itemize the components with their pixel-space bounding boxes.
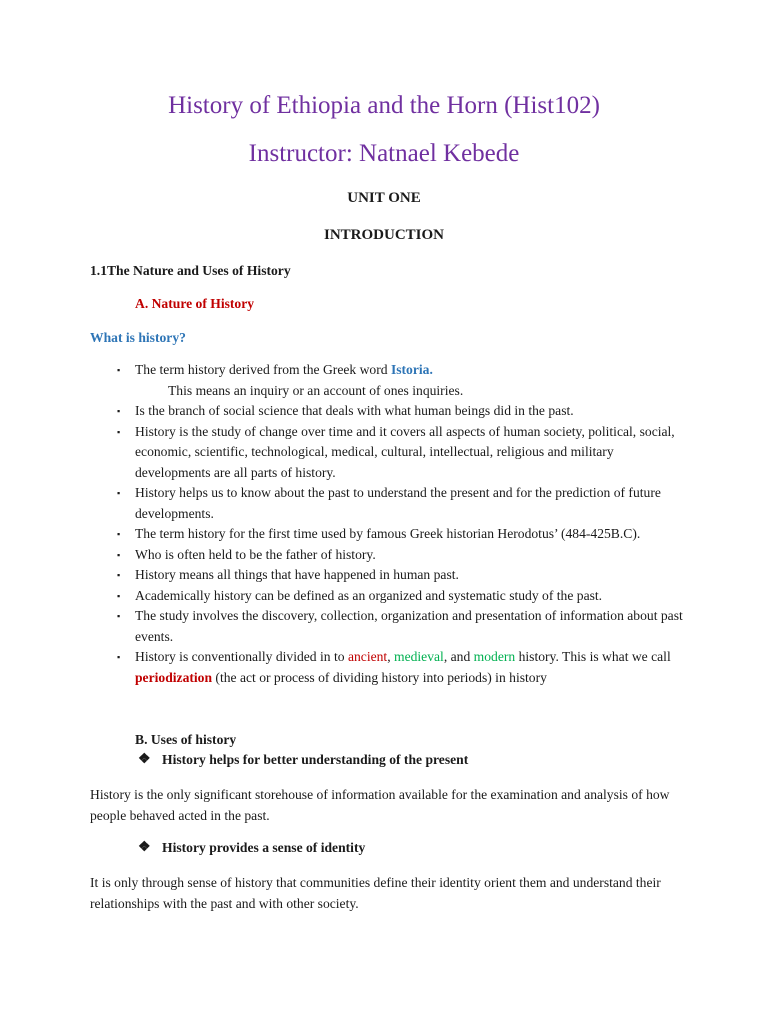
- section-1-1-heading: 1.1The Nature and Uses of History: [90, 263, 291, 278]
- modern-term: modern: [473, 649, 516, 664]
- list-item: ▪ History helps us to know about the past to understand the present and for the prediction of future developments.: [117, 485, 661, 521]
- introduction-heading: INTRODUCTION: [323, 227, 444, 243]
- periodization-term: periodization: [135, 669, 213, 685]
- history-bullet-list: [117, 360, 687, 688]
- bullet-icon: ▪: [117, 529, 121, 539]
- diamond-bullet-icon: ❖: [138, 840, 151, 855]
- bullet-icon: ▪: [117, 549, 121, 560]
- list-item: ▪ Is the branch of social science that deals with what human beings did in the past.: [117, 401, 687, 422]
- list-item: ▪ Academically history can be defined as an organized and systematic study of the past.: [117, 586, 687, 607]
- list-item: ▪ The term history for the first time used by famous Greek historian Herodotus’ (484-425B.C).: [117, 524, 687, 545]
- diamond-bullet-icon: ❖: [138, 752, 151, 767]
- use-2-heading: History provides a sense of identity: [162, 840, 366, 855]
- what-is-history-heading: What is history?: [90, 330, 186, 345]
- list-item: ▪ Who is often held to be the father of history.: [117, 545, 687, 566]
- nature-of-history-heading: A. Nature of History: [135, 296, 255, 311]
- bullet-icon: ▪: [117, 652, 121, 662]
- unit-heading: UNIT ONE: [347, 190, 421, 206]
- use-1-heading: History helps for better understanding of the present: [162, 752, 469, 767]
- course-title: History of Ethiopia and the Horn (Hist102): [168, 92, 600, 119]
- bullet-icon: ▪: [117, 590, 121, 601]
- medieval-term: medieval: [394, 649, 444, 664]
- bullet-icon: ▪: [117, 488, 121, 498]
- uses-of-history-heading: B. Uses of history: [135, 732, 237, 747]
- bullet-icon: ▪: [117, 426, 121, 437]
- use-2-paragraph: It is only through sense of history that communities define their identity orient them and understand their relationships with the past and with other society.: [90, 875, 661, 911]
- list-item: ▪ The term history derived from the Greek word Istoria. This means an inquiry or an account of ones inquiries.: [117, 362, 464, 398]
- istoria-term: Istoria.: [390, 362, 433, 377]
- bullet-icon: ▪: [117, 365, 121, 375]
- bullet-icon: ▪: [117, 611, 121, 621]
- list-item: ▪ History means all things that have happened in human past.: [117, 565, 687, 586]
- list-item: ▪ History is the study of change over time and it covers all aspects of human society, political, social, economic, scientific, technological, medical, cultural, intellectual, religious and military developments are all parts of history.: [117, 423, 675, 480]
- list-item: ▪ The study involves the discovery, collection, organization and presentation of information about past events.: [117, 608, 683, 644]
- list-item: ▪ History is conventionally divided in to ancient, medieval, and modern history. This is what we call periodization (the act or process of dividing history into periods) in history: [117, 649, 671, 685]
- instructor-name: Instructor: Natnael Kebede: [248, 140, 520, 167]
- use-1-paragraph: History is the only significant storehouse of information available for the examination and analysis of how people behaved acted in the past.: [90, 787, 670, 823]
- bullet-icon: ▪: [117, 406, 121, 416]
- ancient-term: ancient: [347, 649, 388, 664]
- bullet-icon: ▪: [117, 570, 121, 580]
